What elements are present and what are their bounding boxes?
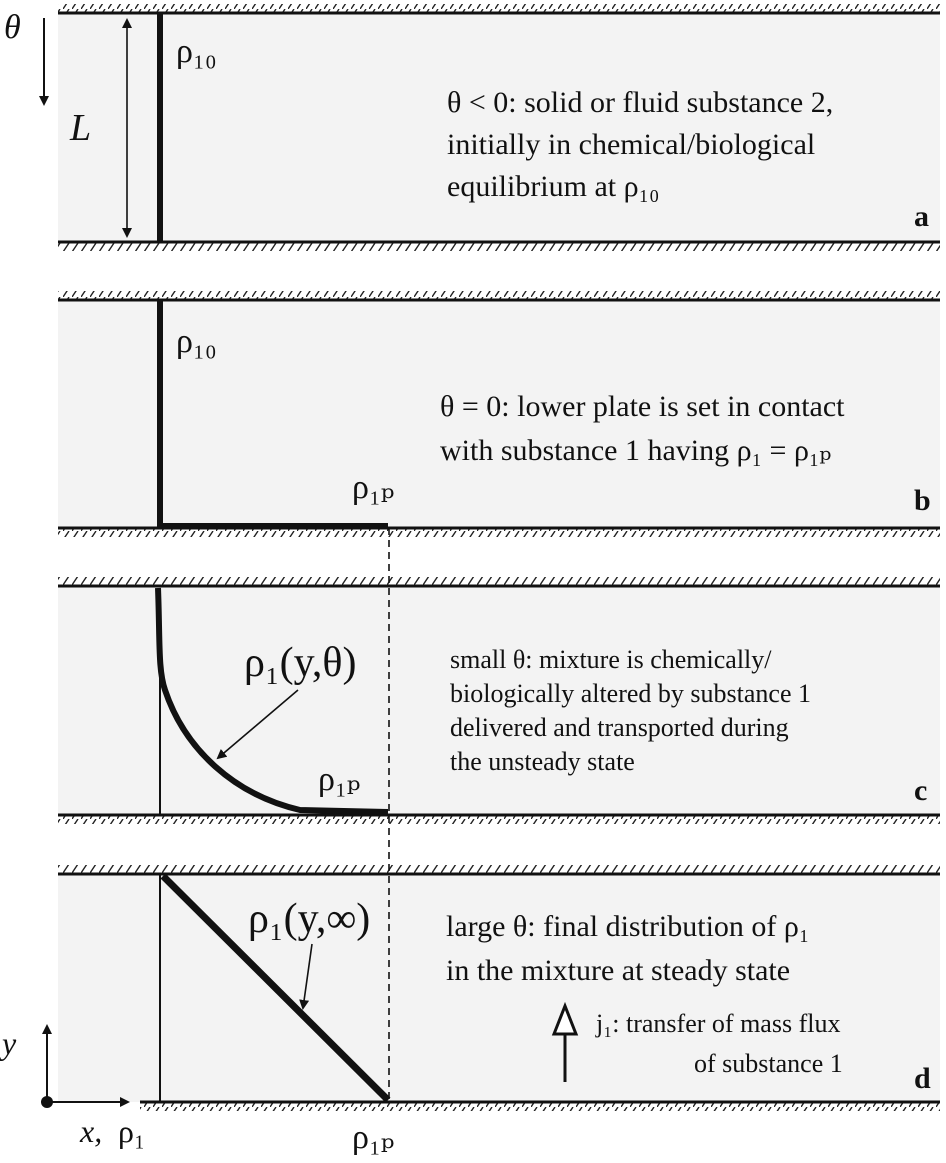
theta-axis-label: θ (4, 9, 21, 46)
panel-letter-b: b (914, 484, 931, 517)
panel-c-text-line-1: small θ: mixture is chemically/ (450, 645, 772, 674)
top-plate-hatch (58, 865, 940, 873)
y-axis-label: y (2, 1025, 17, 1061)
panel-letter-d: d (914, 1062, 931, 1095)
x-axis-label: x, (80, 1113, 103, 1149)
panel-a-text-line-1: θ < 0: solid or fluid substance 2, (447, 86, 834, 119)
panel-c-text-line-4: the unsteady state (450, 747, 635, 776)
panel-c-text-line-2: biologically altered by substance 1 (450, 679, 812, 708)
flux-text-line-2: of substance 1 (694, 1049, 843, 1078)
bottom-plate-hatch (58, 529, 940, 537)
bottom-plate-hatch (140, 1103, 940, 1111)
bottom-label-rho1p: ρ₁ₚ (352, 1119, 395, 1156)
L-label: L (70, 107, 92, 149)
panel-letter-a: a (914, 200, 929, 233)
top-plate-hatch (58, 577, 940, 585)
profile-label-rho1p: ρ₁ₚ (318, 761, 361, 798)
panel-d (58, 865, 940, 1111)
panel-c (58, 577, 940, 824)
curve-label: ρ₁(y,θ) (244, 640, 357, 686)
panel-letter-c: c (914, 774, 928, 807)
origin-dot (41, 1096, 53, 1108)
bottom-plate-hatch (58, 816, 940, 824)
panel-a-text-line-2: initially in chemical/biological (447, 128, 816, 161)
profile-label-rho10: ρ₁₀ (176, 323, 217, 360)
panel-a (4, 4, 940, 251)
panel-b (58, 291, 940, 537)
profile-label-rho1p: ρ₁ₚ (352, 469, 395, 506)
panel-b-text-line-2: with substance 1 having ρ₁ = ρ₁ₚ (440, 434, 832, 467)
panel-d-text-line-2: in the mixture at steady state (446, 954, 791, 987)
bottom-plate-hatch (58, 243, 940, 251)
panel-a-text-line-3: equilibrium at ρ₁₀ (447, 170, 660, 203)
curve-label: ρ₁(y,∞) (248, 896, 371, 942)
panel-c-text-line-3: delivered and transported during (450, 713, 789, 742)
rho1-axis-label: ρ₁ (118, 1113, 146, 1149)
panel-d-text-line-1: large θ: final distribution of ρ₁ (446, 910, 810, 943)
top-plate-hatch (58, 4, 940, 12)
flux-text-line-1: j₁: transfer of mass flux (596, 1009, 841, 1038)
top-plate-hatch (58, 291, 940, 299)
panel-b-text-line-1: θ = 0: lower plate is set in contact (440, 390, 845, 423)
profile-label-rho10: ρ₁₀ (176, 33, 217, 70)
